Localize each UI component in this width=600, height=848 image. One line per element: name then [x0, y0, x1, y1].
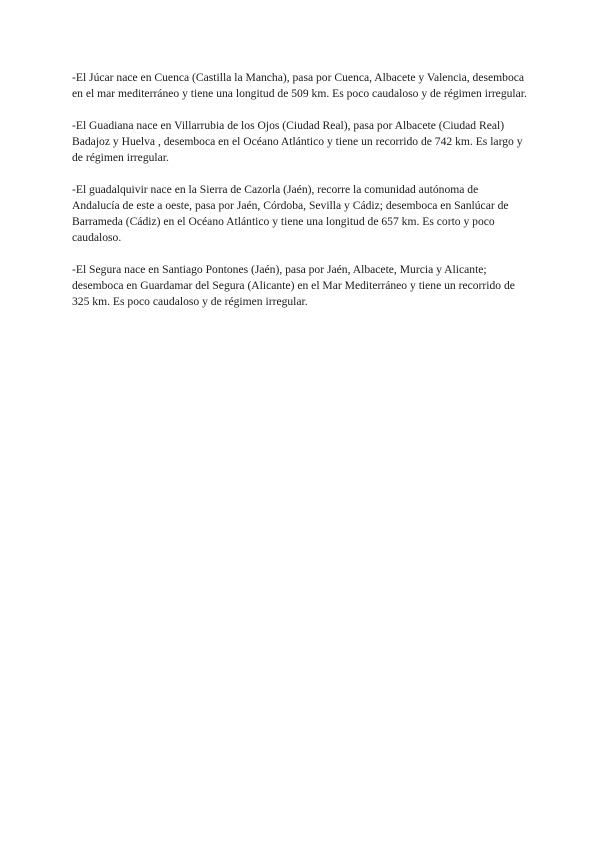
paragraph-guadalquivir: -El guadalquivir nace en la Sierra de Cazorla (Jaén), recorre la comunidad autónoma de Andalucía de este a oeste, pasa por Jaén, Córdoba, Sevilla y Cádiz; desemboca en Sanlúcar de Barrameda (Cádiz) en el Océano Atlántico y tiene una longitud de 657 km. Es corto y poco caudaloso. — [72, 183, 509, 244]
paragraph-guadiana: -El Guadiana nace en Villarrubia de los Ojos (Ciudad Real), pasa por Albacete (Ciudad Real) Badajoz y Huelva , desemboca en el Océano Atlántico y tiene un recorrido de 742 km. Es largo y de régimen irregular. — [72, 119, 523, 164]
document-body — [72, 70, 528, 326]
paragraph-jucar: -El Júcar nace en Cuenca (Castilla la Mancha), pasa por Cuenca, Albacete y Valencia, desemboca en el mar mediterráneo y tiene una longitud de 509 km. Es poco caudaloso y de régimen irregular. — [72, 71, 527, 100]
paragraph-segura: -El Segura nace en Santiago Pontones (Jaén), pasa por Jaén, Albacete, Murcia y Alicante; desemboca en Guardamar del Segura (Alicante) en el Mar Mediterráneo y tiene un recorrido de 325 km. Es poco caudaloso y de régimen irregular. — [72, 263, 515, 308]
